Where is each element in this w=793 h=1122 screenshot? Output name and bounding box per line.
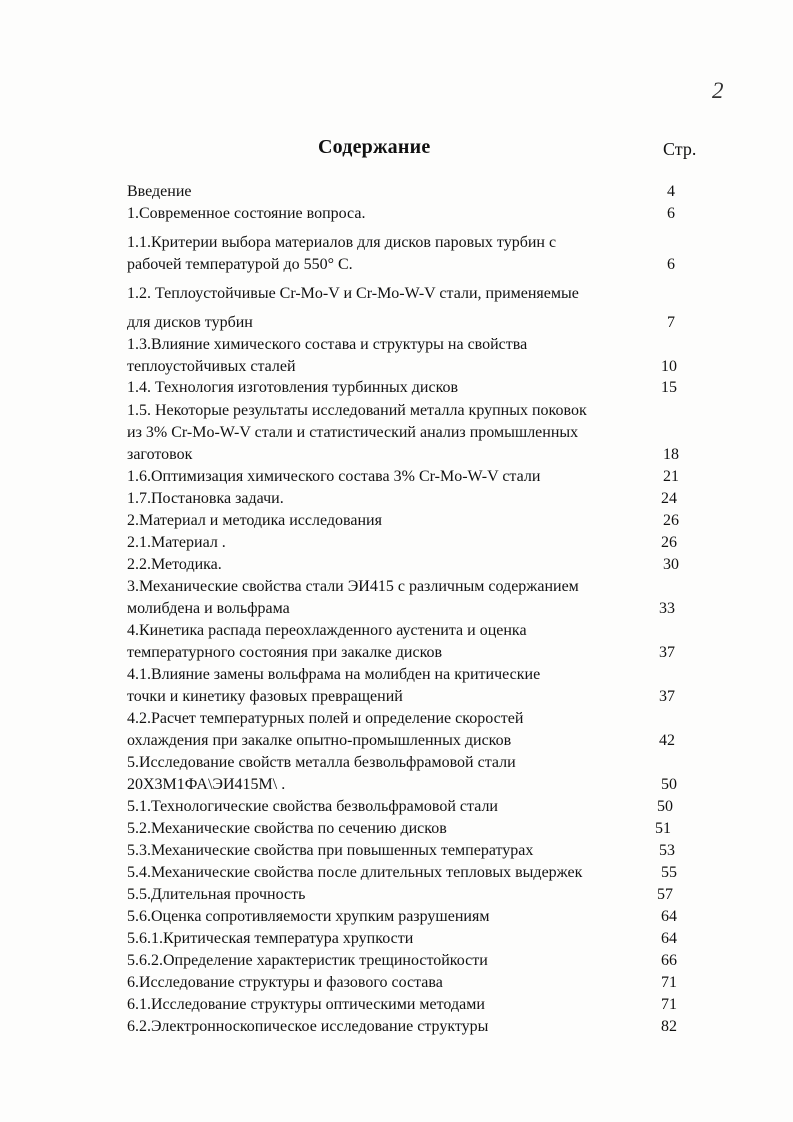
toc-entry-line: 5.6.1.Критическая температура хрупкости [127, 930, 414, 947]
toc-entry-line: для дисков турбин [127, 314, 253, 331]
toc-page-number: 51 [655, 820, 671, 837]
toc-entry-line: точки и кинетику фазовых превращений [127, 688, 403, 705]
toc-entry-line: 5.Исследование свойств металла безвольфрамовой стали [127, 754, 516, 771]
toc-entry-line: 1.2. Теплоустойчивые Cr-Mo-V и Cr-Mo-W-V стали, применяемые [127, 285, 579, 302]
toc-entry-line: заготовок [127, 446, 193, 463]
toc-page-number: 7 [667, 314, 675, 331]
toc-page-number: 71 [661, 974, 677, 991]
toc-entry-line: теплоустойчивых сталей [127, 358, 296, 375]
toc-entry-line: 20Х3М1ФА\ЭИ415М\ . [127, 776, 286, 793]
toc-entry-line: 2.Материал и методика исследования [127, 512, 382, 529]
toc-entry-line: 4.2.Расчет температурных полей и определение скоростей [127, 710, 524, 727]
toc-entry-line: рабочей температурой до 550° С. [127, 256, 353, 273]
toc-entry-line: молибдена и вольфрама [127, 600, 290, 617]
toc-entry-line: 5.6.2.Определение характеристик трещиностойкости [127, 952, 488, 969]
toc-page-number: 6 [667, 205, 675, 222]
toc-page-number: 15 [661, 379, 677, 396]
toc-page-number: 64 [661, 908, 677, 925]
toc-title: Содержание [318, 136, 431, 158]
toc-entry-line: 4.Кинетика распада переохлажденного аустенита и оценка [127, 622, 527, 639]
toc-page-number: 82 [661, 1018, 677, 1035]
toc-page-number: 21 [663, 468, 679, 485]
toc-page-number: 53 [659, 842, 675, 859]
toc-entry-line: 1.1.Критерии выбора материалов для дисков паровых турбин с [127, 234, 557, 251]
toc-page-number: 71 [661, 996, 677, 1013]
toc-entry-line: 1.6.Оптимизация химического состава 3% Cr-Mo-W-V стали [127, 468, 541, 485]
toc-entry-line: 1.Современное состояние вопроса. [127, 205, 366, 222]
toc-page-number: 37 [659, 644, 675, 661]
toc-page-number: 26 [663, 512, 679, 529]
page-number: 2 [712, 78, 724, 103]
toc-entry-line: 5.6.Оценка сопротивляемости хрупким разрушениям [127, 908, 490, 925]
toc-entry-line: 5.1.Технологические свойства безвольфрамовой стали [127, 798, 498, 815]
toc-entry-line: 1.5. Некоторые результаты исследований металла крупных поковок [127, 402, 587, 419]
toc-page-number: 57 [657, 886, 673, 903]
toc-entry-line: 3.Механические свойства стали ЭИ415 с различным содержанием [127, 578, 579, 595]
toc-entry-line: 4.1.Влияние замены вольфрама на молибден на критические [127, 666, 541, 683]
pages-column-header: Стр. [663, 139, 697, 159]
toc-entry-line: 2.1.Материал . [127, 534, 226, 551]
toc-page-number: 18 [663, 446, 679, 463]
toc-page-number: 55 [661, 864, 677, 881]
toc-entry-line: 5.4.Механические свойства после длительных тепловых выдержек [127, 864, 583, 881]
toc-entry-line: 6.Исследование структуры и фазового состава [127, 974, 443, 991]
toc-page-number: 66 [661, 952, 677, 969]
toc-page-number: 6 [667, 256, 675, 273]
toc-page-number: 50 [657, 798, 673, 815]
toc-page-number: 30 [663, 556, 679, 573]
toc-entry-line: 1.7.Постановка задачи. [127, 490, 284, 507]
table-of-contents [127, 0, 687, 1122]
toc-page-number: 42 [659, 732, 675, 749]
toc-entry-line: 5.2.Механические свойства по сечению дисков [127, 820, 447, 837]
toc-page-number: 37 [659, 688, 675, 705]
toc-page-number: 33 [659, 600, 675, 617]
toc-entry-line: 6.1.Исследование структуры оптическими методами [127, 996, 485, 1013]
toc-entry-line: 5.5.Длительная прочность [127, 886, 306, 903]
toc-entry-line: Введение [127, 183, 192, 200]
toc-page-number: 4 [667, 183, 675, 200]
toc-entry-line: температурного состояния при закалке дисков [127, 644, 443, 661]
toc-page-number: 24 [661, 490, 677, 507]
toc-page-number: 26 [661, 534, 677, 551]
toc-entry-line: 6.2.Электронноскопическое исследование структуры [127, 1018, 489, 1035]
toc-entry-line: охлаждения при закалке опытно-промышленных дисков [127, 732, 512, 749]
toc-entry-line: 1.4. Технология изготовления турбинных дисков [127, 379, 459, 396]
toc-entry-line: 5.3.Механические свойства при повышенных температурах [127, 842, 534, 859]
toc-entry-line: из 3% Cr-Mo-W-V стали и статистический анализ промышленных [127, 424, 579, 441]
toc-entry-line: 1.3.Влияние химического состава и структуры на свойства [127, 336, 528, 353]
toc-page-number: 10 [661, 358, 677, 375]
toc-page-number: 50 [661, 776, 677, 793]
toc-page-number: 64 [661, 930, 677, 947]
toc-entry-line: 2.2.Методика. [127, 556, 222, 573]
